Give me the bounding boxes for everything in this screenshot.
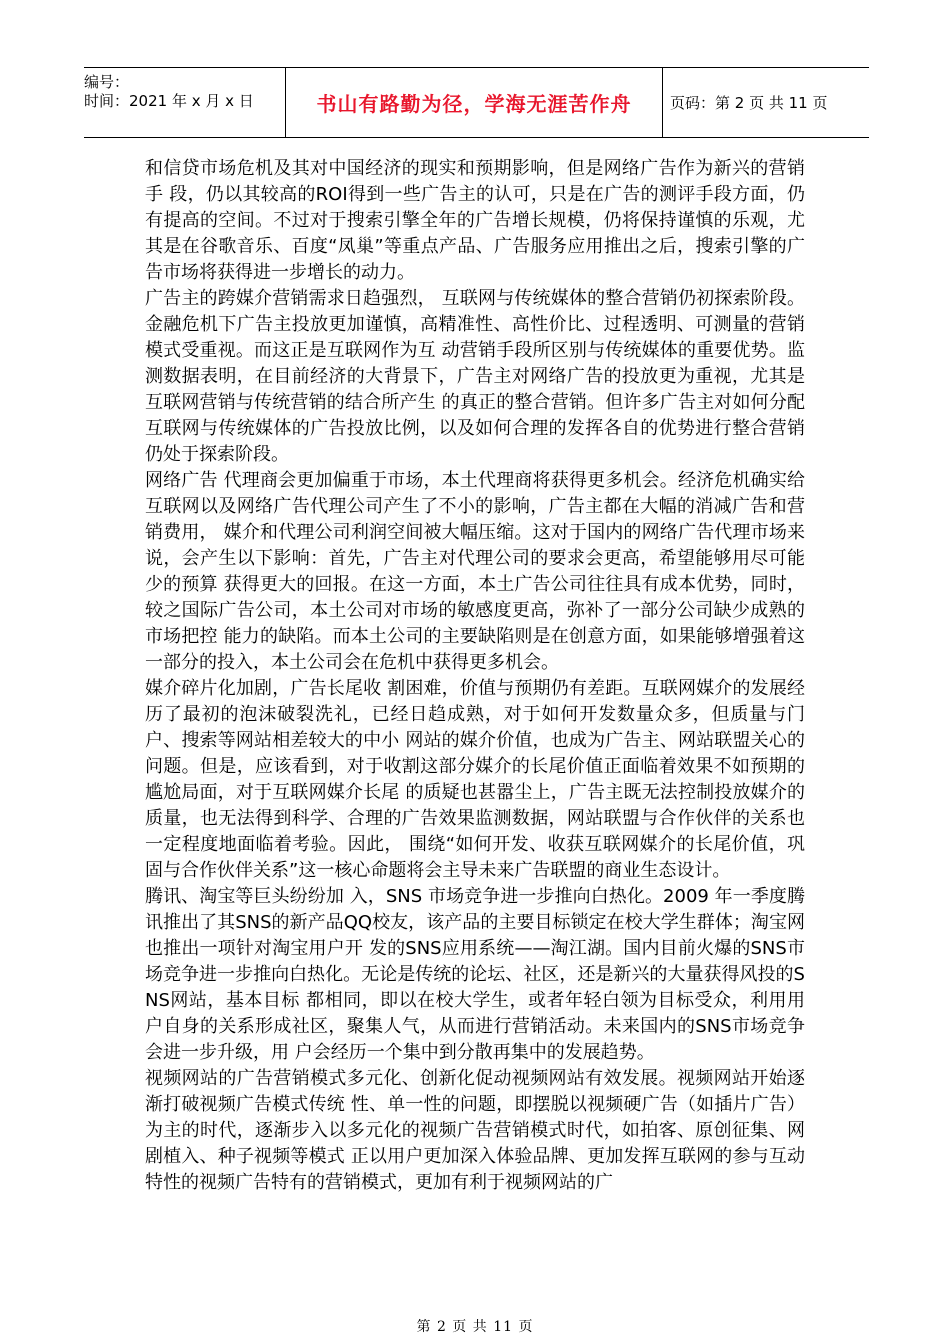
page-footer: 第 2 页 共 11 页 [416, 1319, 534, 1335]
document-date-label: 时间：2021 年 x 月 x 日 [84, 92, 254, 110]
document-body [145, 156, 805, 1196]
header-meta [84, 68, 284, 137]
header-motto: 书山有路勤为径，学海无涯苦作舟 [316, 92, 632, 116]
document-number-label: 编号： [84, 73, 130, 91]
body-paragraph: 网络广告 代理商会更加偏重于市场，本土代理商将获得更多机会。经济危机确实给互联网以及网络广告代理公司产生了不小的影响，广告主都在大幅的消减广告和营销费用， 媒介和代理公司利润空间被大幅压缩。这对于国内的网络广告代理市场来说，会产生以下影响：首先，广告主对代理公司的要求会更高，希望能够用尽可能少的预算 获得更大的回报。在这一方面，本土广告公司往往具有成本优势，同时，较之国际广告公司，本土公司对市场的敏感度更高，弥补了一部分公司缺少成熟的市场把控 能力的缺陷。而本土公司的主要缺陷则是在创意方面，如果能够增强着这一部分的投入，本土公司会在危机中获得更多机会。 [145, 470, 805, 673]
body-paragraph: 广告主的跨媒介营销需求日趋强烈， 互联网与传统媒体的整合营销仍初探索阶段。金融危机下广告主投放更加谨慎，高精准性、高性价比、过程透明、可测量的营销模式受重视。而这正是互联网作为互 动营销手段所区别与传统媒体的重要优势。监测数据表明，在目前经济的大背景下，广告主对网络广告的投放更为重视，尤其是互联网营销与传统营销的结合所产生 的真正的整合营销。但许多广告主对如何分配互联网与传统媒体的广告投放比例，以及如何合理的发挥各自的优势进行整合营销仍处于探索阶段。 [145, 288, 805, 465]
page-header [84, 67, 869, 138]
body-paragraph: 腾讯、淘宝等巨头纷纷加 入，SNS 市场竞争进一步推向白热化。2009 年一季度腾讯推出了其SNS的新产品QQ校友，该产品的主要目标锁定在校大学生群体；淘宝网也推出一项针对淘宝用户开 发的SNS应用系统——淘江湖。国内目前火爆的SNS市场竞争进一步推向白热化。无论是传统的论坛、社区，还是新兴的大量获得风投的SNS网站，基本目标 都相同，即以在校大学生，或者年轻白领为目标受众，利用用户自身的关系形成社区，聚集人气，从而进行营销活动。未来国内的SNS市场竞争会进一步升级，用 户会经历一个集中到分散再集中的发展趋势。 [145, 886, 805, 1063]
header-page-number: 页码：第 2 页 共 11 页 [670, 94, 828, 112]
body-paragraph: 媒介碎片化加剧，广告长尾收 割困难，价值与预期仍有差距。互联网媒介的发展经历了最初的泡沫破裂洗礼，已经日趋成熟，对于如何开发数量众多，但质量与门户、搜索等网站相差较大的中小 网站的媒介价值，也成为广告主、网站联盟关心的问题。但是，应该看到，对于收割这部分媒介的长尾价值正面临着效果不如预期的尴尬局面，对于互联网媒介长尾 的质疑也甚嚣尘上，广告主既无法控制投放媒介的质量，也无法得到科学、合理的广告效果监测数据，网站联盟与合作伙伴的关系也一定程度地面临着考验。因此， 围绕“如何开发、收获互联网媒介的长尾价值，巩固与合作伙伴关系”这一核心命题将会主导未来广告联盟的商业生态设计。 [145, 678, 805, 881]
body-paragraph: 视频网站的广告营销模式多元化、创新化促动视频网站有效发展。视频网站开始逐渐打破视频广告模式传统 性、单一性的问题，即摆脱以视频硬广告（如插片广告）为主的时代，逐渐步入以多元化的视频广告营销模式时代，如拍客、原创征集、网剧植入、种子视频等模式 正以用户更加深入体验品牌、更加发挥互联网的参与互动特性的视频广告特有的营销模式，更加有利于视频网站的广 [145, 1068, 805, 1193]
header-motto-cell [285, 68, 663, 137]
body-paragraph: 和信贷市场危机及其对中国经济的现实和预期影响，但是网络广告作为新兴的营销手 段，仍以其较高的ROI得到一些广告主的认可，只是在广告的测评手段方面，仍有提高的空间。不过对于搜索引擎全年的广告增长规模，仍将保持谨慎的乐观，尤 其是在谷歌音乐、百度“凤巢”等重点产品、广告服务应用推出之后，搜索引擎的广告市场将获得进一步增长的动力。 [145, 158, 805, 283]
